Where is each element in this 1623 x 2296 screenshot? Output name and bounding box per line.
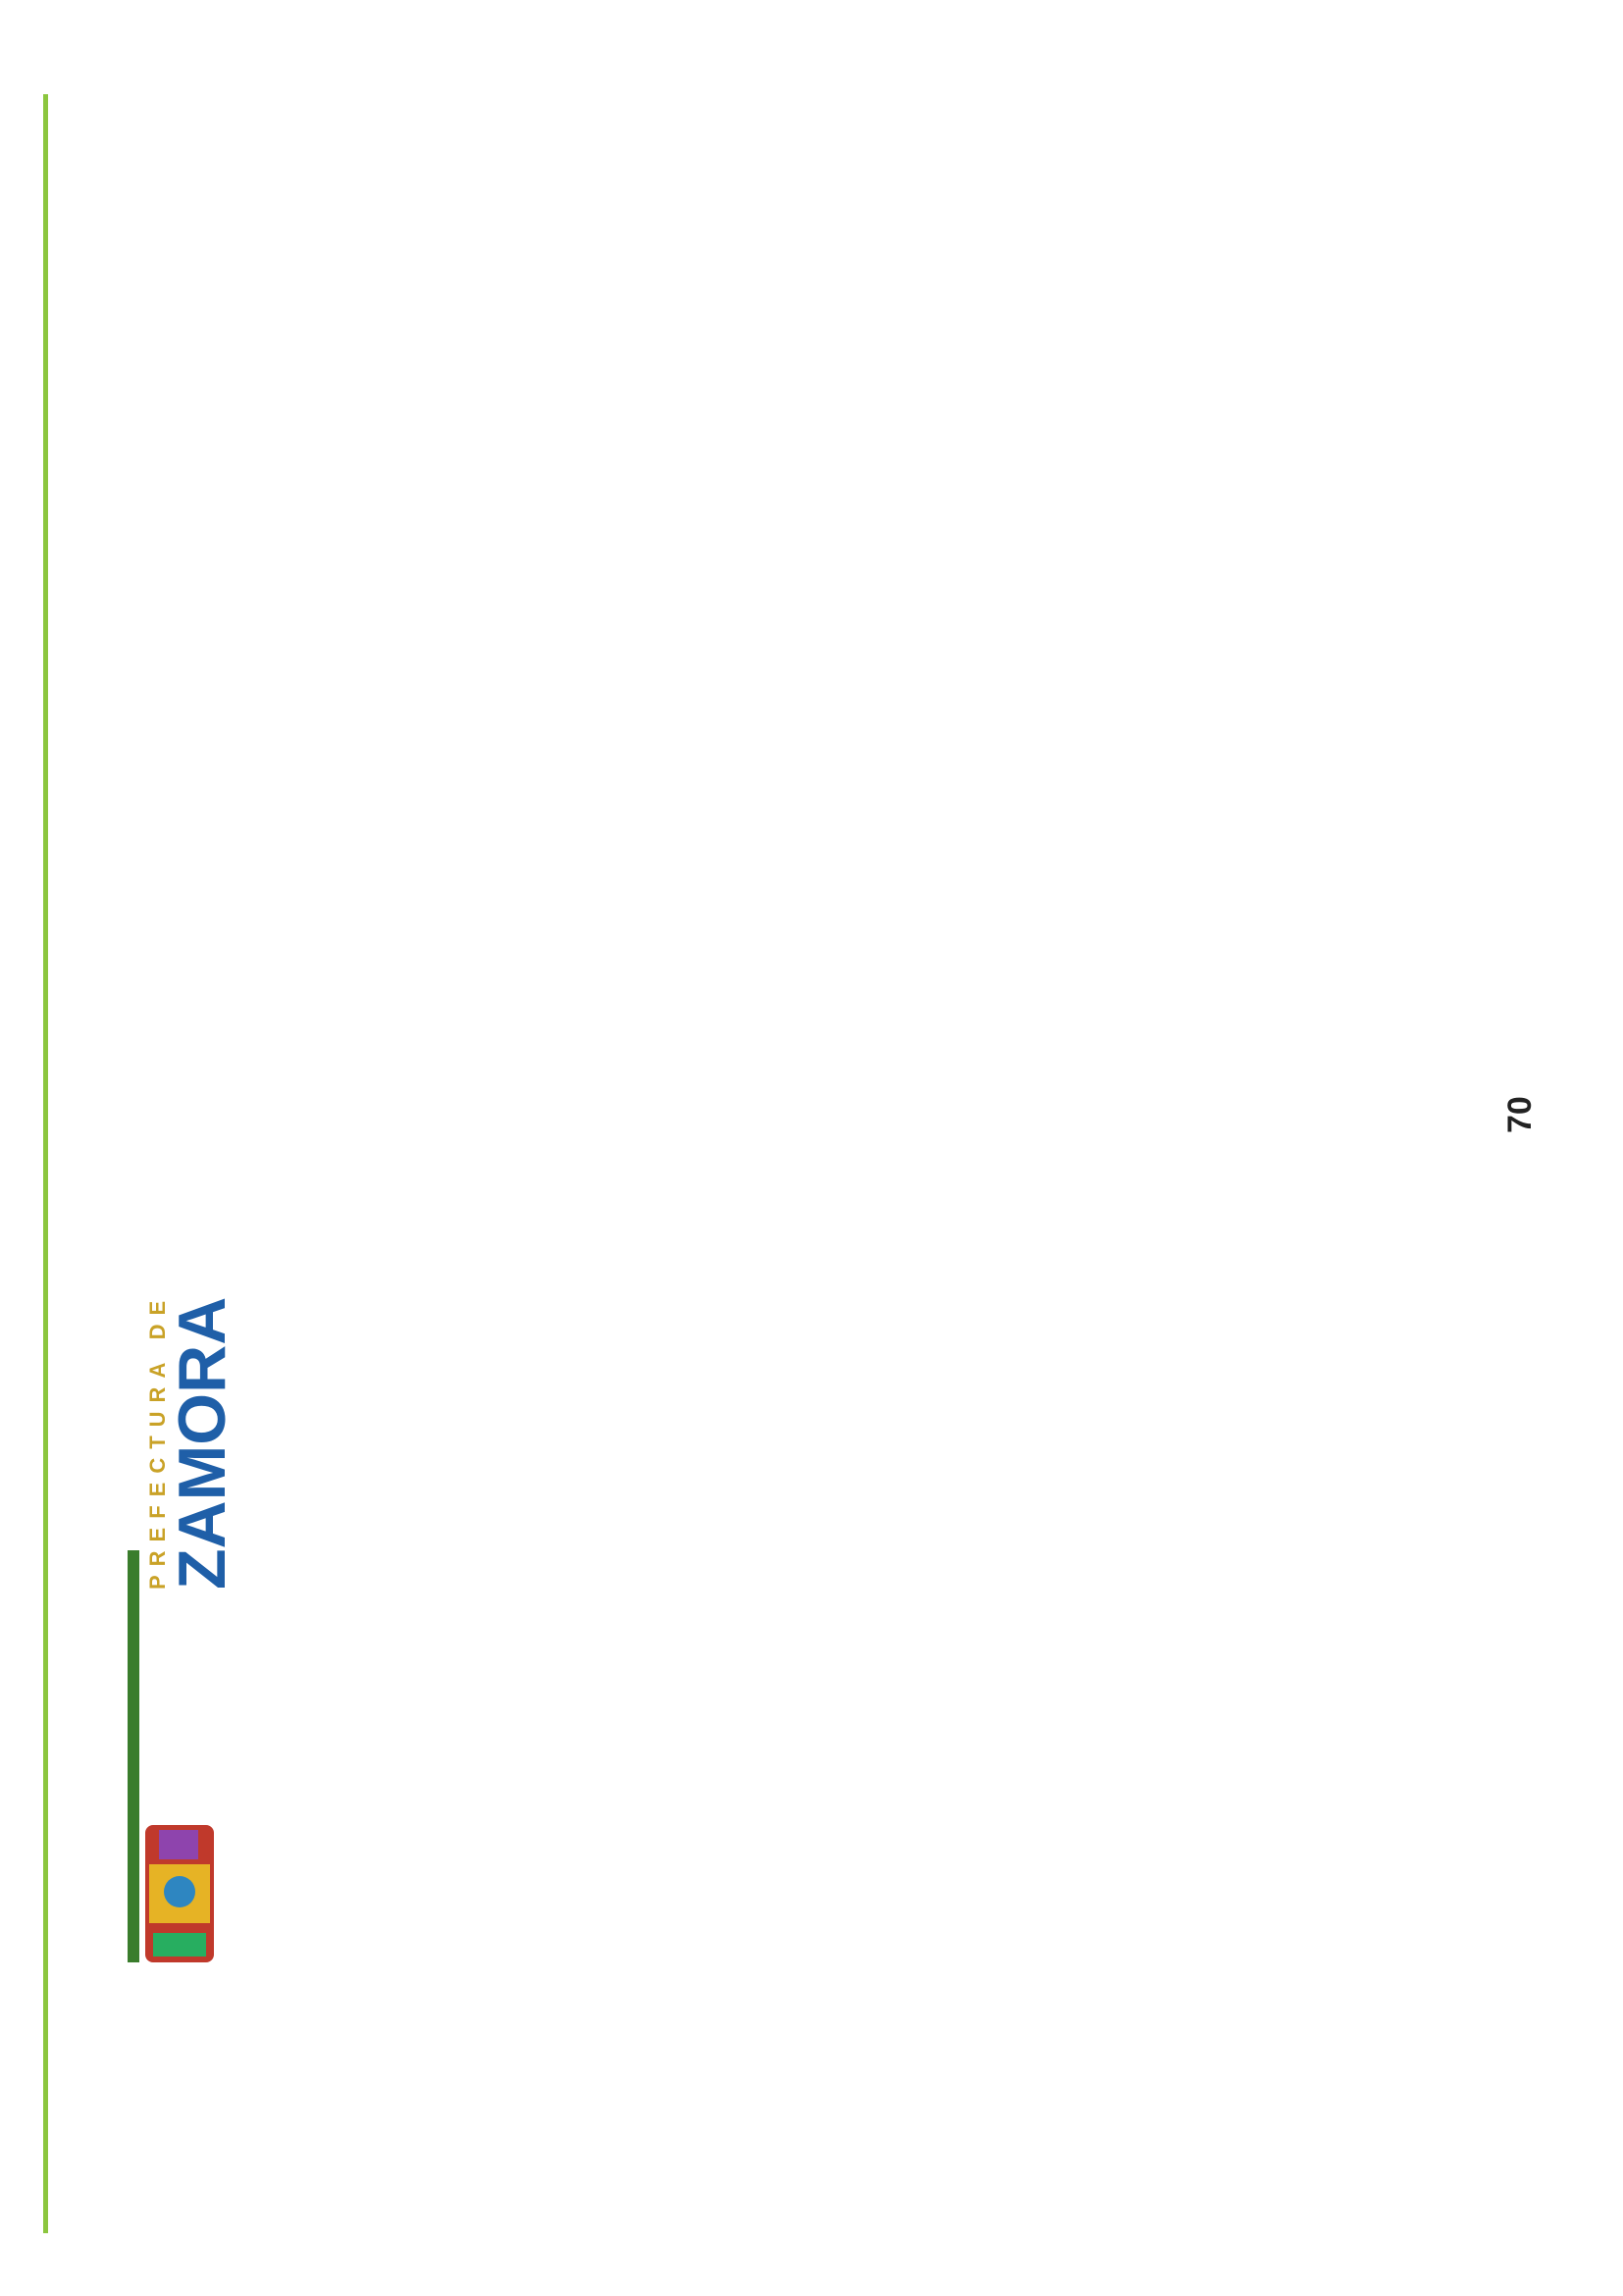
brand-line2: ZAMORA — [165, 1296, 239, 1590]
activities-table-container — [222, 133, 1342, 1988]
brand-line1: PREFECTURA DE — [145, 1291, 170, 1590]
page-number: 70 — [1501, 1096, 1539, 1133]
brand-wordmark — [145, 1291, 239, 1590]
activities-table — [222, 133, 1342, 1988]
left-accent-bar — [43, 94, 48, 2233]
